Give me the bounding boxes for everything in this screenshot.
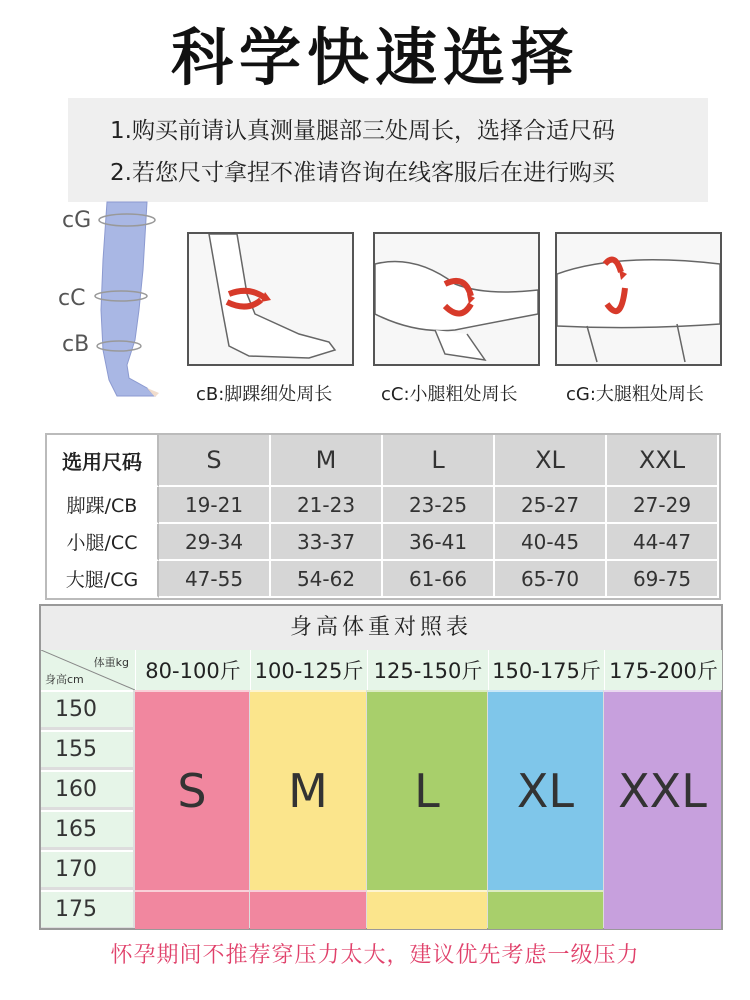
hw-corner-cell (41, 650, 135, 690)
header-size-s: S (159, 435, 271, 487)
table-cell: 36-41 (383, 524, 495, 561)
ankle-foot-icon (189, 234, 352, 364)
height-label: 160 (41, 770, 133, 807)
cg-label: cG (62, 208, 92, 233)
table-cell: 19-21 (159, 487, 271, 524)
size-table-header (47, 435, 719, 487)
caption-cg: cG:大腿粗处周长 (566, 384, 704, 405)
table-cell: 23-25 (383, 487, 495, 524)
table-cell: 69-75 (607, 561, 719, 598)
table-cell: 29-34 (159, 524, 271, 561)
size-letter-l: L (414, 764, 440, 818)
size-band-m (367, 890, 487, 929)
weight-header: 175-200斤 (604, 650, 722, 690)
caption-cb: cB:脚踝细处周长 (196, 384, 333, 405)
height-label: 170 (41, 850, 133, 887)
calf-measure-image (373, 232, 540, 366)
weight-header: 150-175斤 (488, 650, 604, 690)
thigh-measure-image (555, 232, 722, 366)
table-cell: 54-62 (271, 561, 383, 598)
page-title: 科学快速选择 (170, 21, 579, 94)
corner-weight-label: 体重kg (93, 656, 129, 669)
size-letter-xl: XL (516, 764, 575, 818)
height-weight-chart (39, 604, 723, 930)
header-size-xxl: XXL (607, 435, 719, 487)
table-cell: 27-29 (607, 487, 719, 524)
notes-box (68, 98, 708, 202)
table-row (47, 524, 719, 561)
note-2: 2.若您尺寸拿捏不准请咨询在线客服后在进行购买 (110, 160, 615, 186)
height-label: 150 (41, 690, 133, 727)
note-1: 1.购买前请认真测量腿部三处周长，选择合适尺码 (110, 118, 615, 144)
size-band-l (488, 890, 603, 929)
pregnancy-warning: 怀孕期间不推荐穿压力太大，建议优先考虑一级压力 (110, 943, 640, 968)
header-size-m: M (271, 435, 383, 487)
table-cell: 40-45 (495, 524, 607, 561)
row-label: 小腿/CC (47, 524, 159, 561)
height-label: 165 (41, 810, 133, 847)
table-cell: 33-37 (271, 524, 383, 561)
caption-cc: cC:小腿粗处周长 (381, 384, 518, 405)
calf-icon (375, 234, 538, 364)
table-cell: 25-27 (495, 487, 607, 524)
header-size-l: L (383, 435, 495, 487)
corner-height-label: 身高cm (45, 673, 84, 686)
cb-label: cB (62, 332, 90, 357)
table-cell: 21-23 (271, 487, 383, 524)
weight-header: 100-125斤 (250, 650, 367, 690)
table-row (47, 561, 719, 598)
thigh-icon (557, 234, 720, 364)
size-letter-s: S (177, 764, 207, 818)
size-table (45, 433, 721, 600)
height-label: 175 (41, 890, 133, 927)
ankle-measure-image (187, 232, 354, 366)
size-letter-m: M (288, 764, 328, 818)
hw-chart-title: 身高体重对照表 (41, 606, 721, 650)
row-label: 大腿/CG (47, 561, 159, 598)
row-label: 脚踝/CB (47, 487, 159, 524)
weight-header: 125-150斤 (367, 650, 488, 690)
size-band-s (135, 890, 249, 929)
height-label: 155 (41, 730, 133, 767)
table-cell: 47-55 (159, 561, 271, 598)
table-cell: 61-66 (383, 561, 495, 598)
header-size-xl: XL (495, 435, 607, 487)
table-row (47, 487, 719, 524)
table-cell: 65-70 (495, 561, 607, 598)
weight-header: 80-100斤 (135, 650, 250, 690)
header-label: 选用尺码 (47, 435, 159, 487)
table-cell: 44-47 (607, 524, 719, 561)
size-letter-xxl: XXL (618, 764, 707, 818)
cc-label: cC (58, 286, 86, 311)
size-band-s (250, 890, 366, 929)
